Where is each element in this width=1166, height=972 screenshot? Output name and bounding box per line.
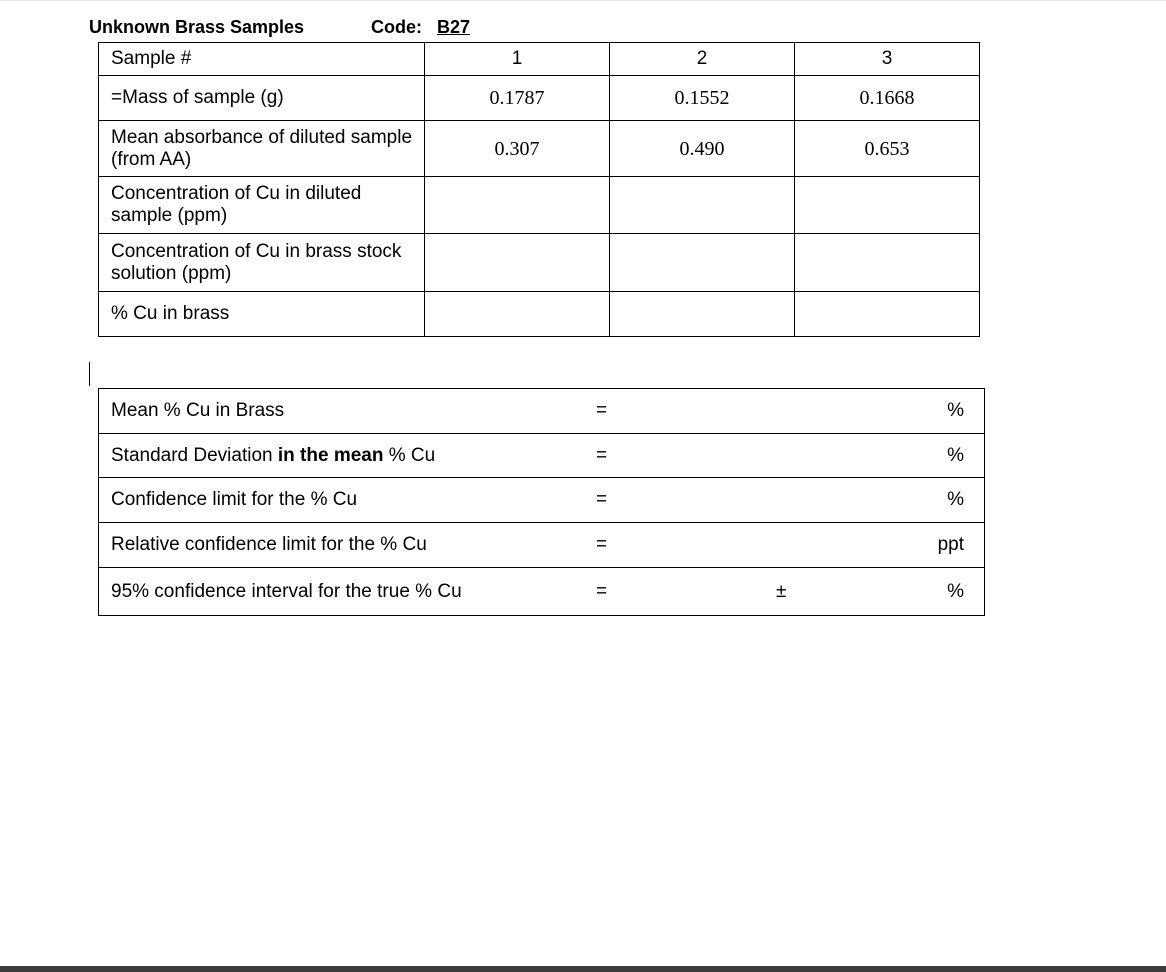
table-row <box>99 234 980 292</box>
sample-3-header: 3 <box>795 43 980 76</box>
unit-label: % <box>926 568 985 616</box>
table-row <box>99 434 985 478</box>
summary-label: Mean % Cu in Brass <box>99 389 572 434</box>
sample-number-label: Sample # <box>99 43 425 76</box>
mass-sample-3[interactable]: 0.1668 <box>795 76 980 121</box>
summary-table <box>98 388 985 616</box>
label-part: Standard Deviation <box>111 444 278 466</box>
relative-limit-field[interactable] <box>756 523 926 568</box>
stock-conc-sample-1[interactable] <box>425 234 610 292</box>
summary-label: 95% confidence interval for the true % Cu <box>99 568 572 616</box>
stock-conc-sample-2[interactable] <box>610 234 795 292</box>
table-row <box>99 568 985 616</box>
table-row <box>99 121 980 177</box>
row-label: % Cu in brass <box>99 292 425 337</box>
code-label: Code: <box>371 17 422 37</box>
percent-cu-sample-1[interactable] <box>425 292 610 337</box>
diluted-conc-sample-1[interactable] <box>425 177 610 234</box>
mean-value-field[interactable] <box>756 389 926 434</box>
plus-minus-sign: ± <box>756 568 926 616</box>
summary-label: Relative confidence limit for the % Cu <box>99 523 572 568</box>
row-label: Concentration of Cu in brass stock solution (ppm) <box>99 234 425 292</box>
percent-cu-sample-2[interactable] <box>610 292 795 337</box>
equals-sign: = <box>571 568 756 616</box>
table-row <box>99 76 980 121</box>
sample-data-table <box>98 42 980 337</box>
equals-sign: = <box>571 389 756 434</box>
summary-label: Confidence limit for the % Cu <box>99 478 572 523</box>
label-bold-part: in the mean <box>277 444 384 466</box>
equals-sign: = <box>571 478 756 523</box>
unit-label: % <box>926 389 985 434</box>
table-row <box>99 389 985 434</box>
heading-title: Unknown Brass Samples <box>89 17 305 37</box>
stock-conc-sample-3[interactable] <box>795 234 980 292</box>
absorbance-sample-2[interactable]: 0.490 <box>610 121 795 177</box>
summary-label <box>99 434 572 478</box>
stdev-value-field[interactable] <box>756 434 926 478</box>
row-label: =Mass of sample (g) <box>99 76 425 121</box>
diluted-conc-sample-3[interactable] <box>795 177 980 234</box>
table-header-row <box>99 43 980 76</box>
table-row <box>99 177 980 234</box>
page-top-border <box>0 0 1166 1</box>
row-label: Concentration of Cu in diluted sample (ppm) <box>99 177 425 234</box>
absorbance-sample-1[interactable]: 0.307 <box>425 121 610 177</box>
code-value: B27 <box>437 17 471 37</box>
absorbance-sample-3[interactable]: 0.653 <box>795 121 980 177</box>
mass-sample-2[interactable]: 0.1552 <box>610 76 795 121</box>
equals-sign: = <box>571 523 756 568</box>
window-bottom-bar <box>0 966 1166 972</box>
sample-1-header: 1 <box>425 43 610 76</box>
unit-label: ppt <box>926 523 985 568</box>
equals-sign: = <box>571 434 756 478</box>
confidence-limit-field[interactable] <box>756 478 926 523</box>
text-cursor <box>89 362 90 386</box>
percent-cu-sample-3[interactable] <box>795 292 980 337</box>
unit-label: % <box>926 478 985 523</box>
sample-2-header: 2 <box>610 43 795 76</box>
mass-sample-1[interactable]: 0.1787 <box>425 76 610 121</box>
diluted-conc-sample-2[interactable] <box>610 177 795 234</box>
label-part: % Cu <box>383 444 436 466</box>
row-label: Mean absorbance of diluted sample (from AA) <box>99 121 425 177</box>
table-row <box>99 523 985 568</box>
unit-label: % <box>926 434 985 478</box>
table-row <box>99 478 985 523</box>
table-row <box>99 292 980 337</box>
